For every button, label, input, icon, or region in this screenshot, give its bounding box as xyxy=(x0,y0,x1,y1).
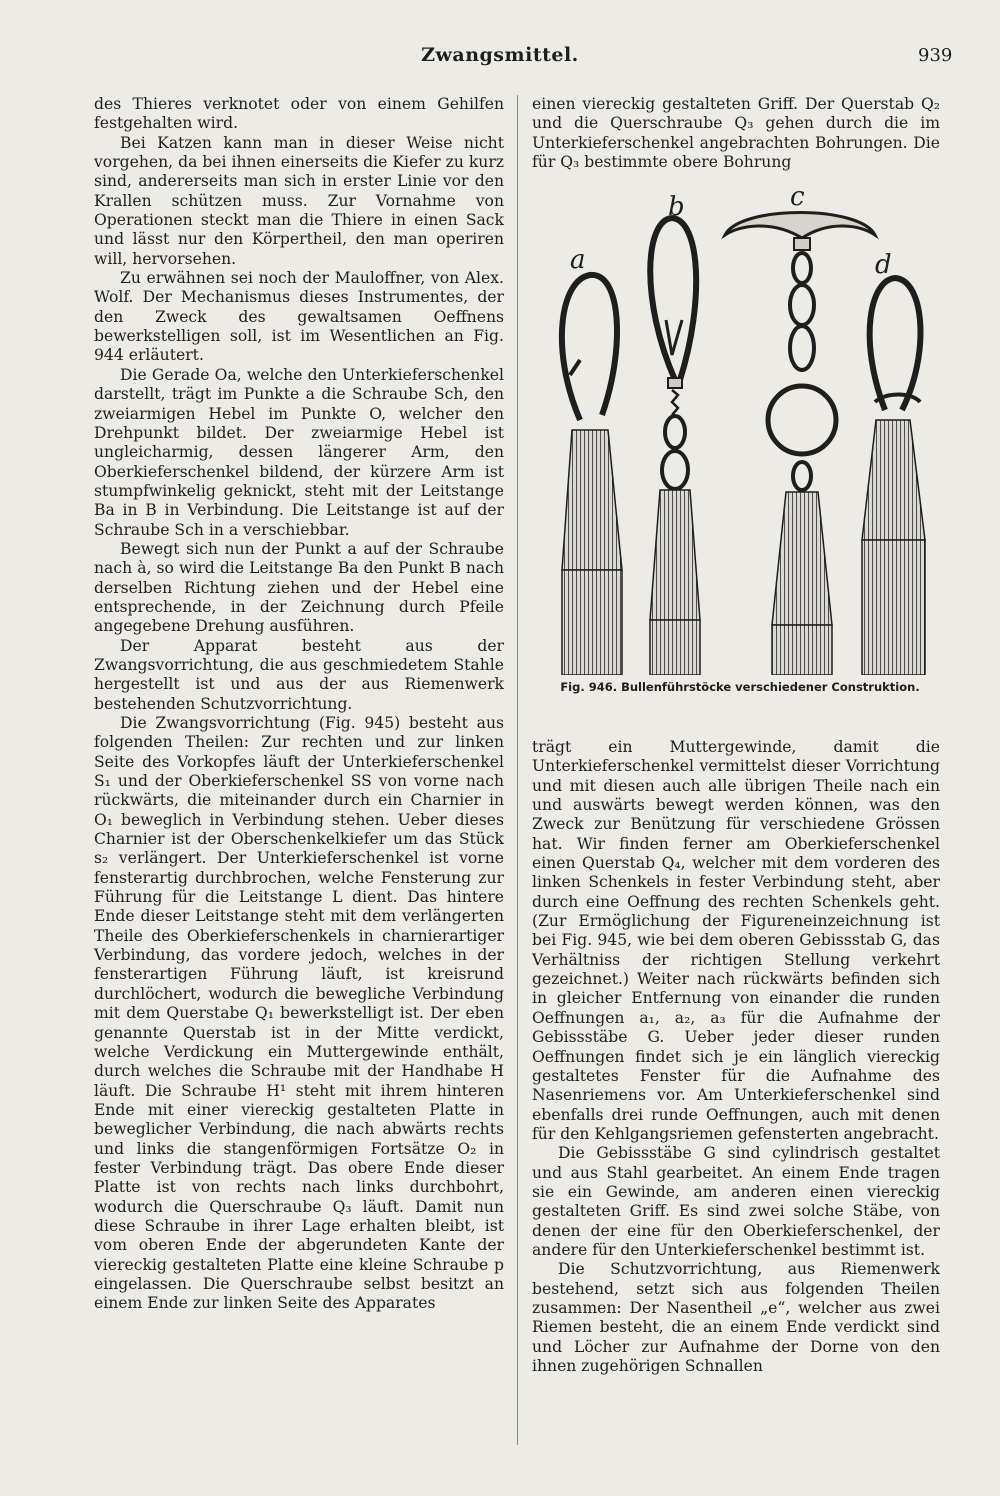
figure-label-b: b xyxy=(668,192,685,222)
paragraph: trägt ein Muttergewinde, damit die Unterkieferschenkel vermittelst dieser Vorrichtung und mit diesen auch alle übrigen Theile nach ein und auswärts bewegt werden können, was den Zweck zur Benützung für verschiedene Grössen hat. Wir finden ferner am Oberkieferschenkel einen Querstab Q₄, welcher mit dem vorderen des linken Schenkels in fester Verbindung steht, aber durch eine Oeffnung des rechten Schenkels geht. (Zur Ermöglichung der Figureneinzeichnung ist bei Fig. 945, wie bei dem oberen Gebissstab G, das Verhältniss der richtigen Stellung verkehrt gezeichnet.) Weiter nach rückwärts befinden sich in gleicher Entfernung von einander die runden Oeffnungen a₁, a₂, a₃ für die Aufnahme der Gebissstäbe G. Ueber jeder dieser runden Oeffnungen findet sich je ein länglich viereckig gestaltetes Fenster für die Aufnahme des Nasenriemens vor. Am Unterkieferschenkel sind ebenfalls drei runde Oeffnungen, auch mit denen für den Kehlgangsriemen gefensterten angebracht. xyxy=(532,738,940,1143)
paragraph: einen viereckig gestalteten Griff. Der Querstab Q₂ und die Querschraube Q₃ gehen durch die im Unterkieferschenkel angebrachten Bohrungen. Die für Q₃ bestimmte obere Bohrung xyxy=(532,95,940,172)
figure-946 xyxy=(540,180,940,675)
stick-a xyxy=(562,275,622,675)
paragraph: Die Gerade Oa, welche den Unterkieferschenkel darstellt, trägt im Punkte a die Schraube Sch, den zweiarmigen Hebel im Punkte O, welcher den Drehpunkt bildet. Der zweiarmige Hebel ist ungleicharmig, dessen längerer Arm, den Oberkieferschenkel bildend, der kürzere Arm ist stumpfwinkelig geknickt, steht mit der Leitstange Ba in B in Verbindung. Die Leitstange ist auf der Schraube Sch in a verschiebbar. xyxy=(94,365,504,539)
stick-b xyxy=(650,218,700,675)
paragraph: Bewegt sich nun der Punkt a auf der Schraube nach à, so wird die Leitstange Ba den Punkt B nach derselben Richtung ziehen und der Hebel eine entsprechende, in der Zeichnung durch Pfeile angegebene Drehung ausführen. xyxy=(94,539,504,636)
figure-label-c: c xyxy=(790,182,805,212)
paragraph: Die Gebissstäbe G sind cylindrisch gestaltet und aus Stahl gearbeitet. An einem Ende tragen sie ein Gewinde, am anderen einen viereckig gestalteten Griff. Es sind zwei solche Stäbe, von denen der eine für den Oberkieferschenkel, der andere für den Unterkieferschenkel bestimmt ist. xyxy=(532,1144,940,1259)
stick-d xyxy=(862,278,925,675)
paragraph: Der Apparat besteht aus der Zwangsvorrichtung, die aus geschmiedetem Stahle hergestellt ist und aus der aus Riemenwerk bestehenden Schutzvorrichtung. xyxy=(94,636,504,713)
page-number: 939 xyxy=(918,45,953,66)
figure-label-a: a xyxy=(570,245,586,275)
figure-label-d: d xyxy=(875,250,892,280)
left-column xyxy=(94,95,504,1314)
paragraph: Zu erwähnen sei noch der Mauloffner, von Alex. Wolf. Der Mechanismus dieses Instrumentes, der den Zweck des gewaltsamen Oeffnens bewerkstelligen soll, ist im Wesentlichen an Fig. 944 erläutert. xyxy=(94,269,504,365)
right-column-top xyxy=(532,95,940,172)
paragraph: Die Zwangsvorrichtung (Fig. 945) besteht aus folgenden Theilen: Zur rechten und zur linken Seite des Vorkopfes läuft der Unterkieferschenkel S₁ und der Oberkieferschenkel SS von vorne nach rückwärts, die miteinander durch ein Charnier in O₁ beweglich in Verbindung stehen. Ueber dieses Charnier ist der Oberschenkelkiefer um das Stück s₂ verlängert. Der Unterkieferschenkel ist vorne fensterartig durchbrochen, welche Fensterung zur Führung für die Leitstange L dient. Das hintere Ende dieser Leitstange steht mit dem verlängerten Theile des Oberkieferschenkels in charnierartiger Verbindung, das vordere jedoch, welches in der fensterartigen Führung läuft, ist kreisrund durchlöchert, wodurch die bewegliche Verbindung mit dem Querstabe Q₁ bewerkstelligt ist. Der eben genannte Querstab ist in der Mitte verdickt, welche Verdickung ein Muttergewinde enthält, durch welches die Schraube mit der Handhabe H läuft. Die Schraube H¹ steht mit ihrem hinteren Ende mit einer viereckig gestalteten Platte in beweglicher Verbindung, die nach abwärts rechts und links die stangenförmigen Fortsätze O₂ in fester Verbindung trägt. Das obere Ende dieser Platte ist von rechts nach links durchbohrt, wodurch die Querschraube Q₃ läuft. Damit nun diese Schraube in ihrer Lage erhalten bleibt, ist vom oberen Ende der abgerundeten Kante der viereckig gestalteten Platte eine kleine Schraube p eingelassen. Die Querschraube selbst besitzt an einem Ende zur linken Seite des Apparates xyxy=(94,714,504,1313)
paragraph: des Thieres verknotet oder von einem Gehilfen festgehalten wird. xyxy=(94,95,504,133)
running-header-title: Zwangsmittel. xyxy=(421,44,579,66)
paragraph: Die Schutzvorrichtung, aus Riemenwerk bestehend, setzt sich aus folgenden Theilen zusammen: Der Nasentheil „e“, welcher aus zwei Riemen besteht, die an einem Ende verdickt sind und Löcher zur Aufnahme der Dorne von den ihnen zugehörigen Schnallen xyxy=(532,1260,940,1375)
column-divider xyxy=(517,95,518,1445)
paragraph: Bei Katzen kann man in dieser Weise nicht vorgehen, da bei ihnen einerseits die Kiefer zu kurz sind, andererseits man sich in erster Linie vor den Krallen schützen muss. Zur Vornahme von Operationen steckt man die Thiere in einen Sack und lässt nur den Körpertheil, den man operiren will, hervorsehen. xyxy=(94,133,504,268)
right-column-bottom xyxy=(532,738,940,1376)
figure-caption: Fig. 946. Bullenführstöcke verschiedener Construktion. xyxy=(560,680,920,694)
stick-c xyxy=(725,213,875,676)
